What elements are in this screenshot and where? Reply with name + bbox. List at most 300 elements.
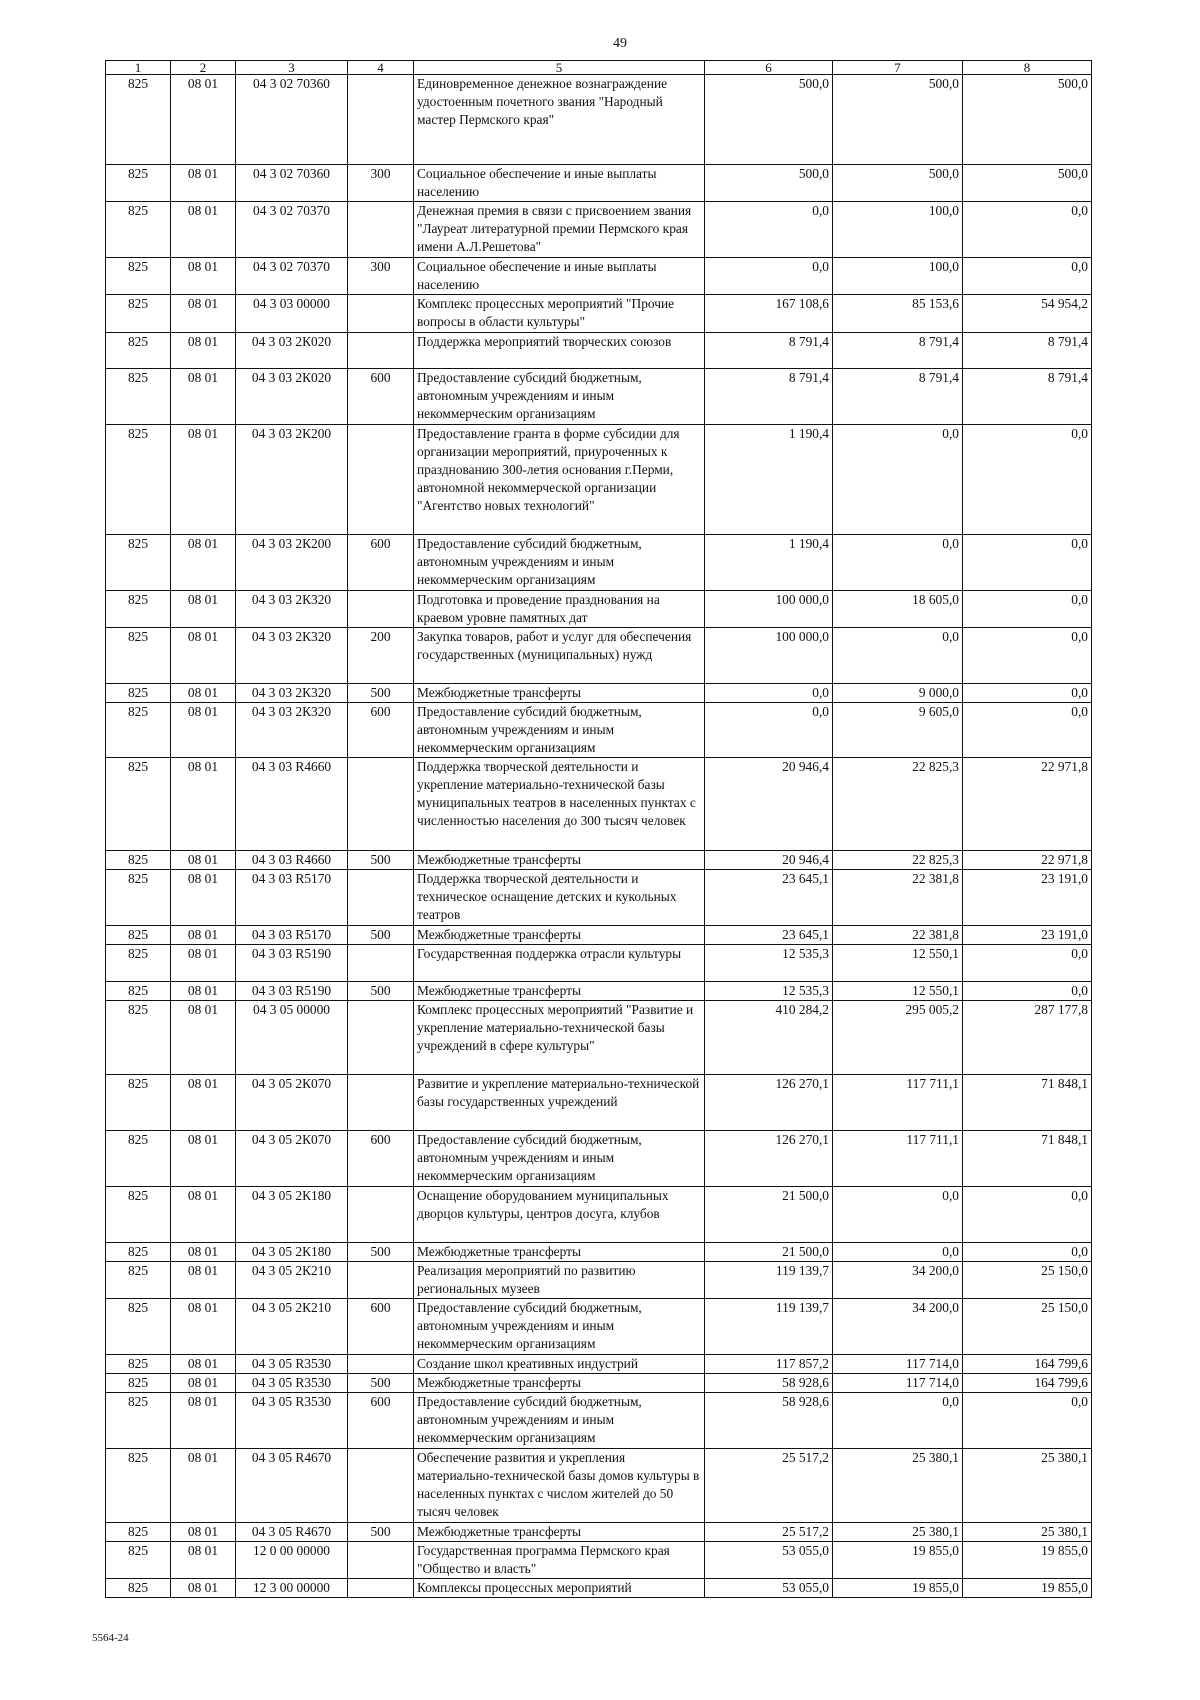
section-code-cell: 08 01: [171, 758, 236, 851]
description-cell: Создание школ креативных индустрий: [414, 1355, 705, 1374]
target-article-cell: 04 3 03 R4660: [236, 851, 348, 870]
amount-col8-cell: 0,0: [963, 1393, 1092, 1449]
target-article-cell: 04 3 05 R3530: [236, 1374, 348, 1393]
column-number-row: [106, 61, 1092, 75]
expense-type-cell: 300: [348, 258, 414, 295]
table-row: [106, 1187, 1092, 1243]
amount-col8-cell: 0,0: [963, 703, 1092, 758]
amount-col8-cell: 500,0: [963, 165, 1092, 202]
amount-col7-cell: 0,0: [833, 1187, 963, 1243]
admin-code-cell: 825: [106, 1449, 171, 1523]
amount-col6-cell: 500,0: [705, 75, 833, 165]
table-row: [106, 870, 1092, 926]
target-article-cell: 04 3 05 2К070: [236, 1075, 348, 1131]
section-code-cell: 08 01: [171, 1262, 236, 1299]
description-cell: Предоставление субсидий бюджетным, автономным учреждениям и иным некоммерческим организациям: [414, 1299, 705, 1355]
section-code-cell: 08 01: [171, 1449, 236, 1523]
table-row: [106, 1449, 1092, 1523]
amount-col7-cell: 22 381,8: [833, 926, 963, 945]
expense-type-cell: [348, 870, 414, 926]
amount-col8-cell: 54 954,2: [963, 295, 1092, 333]
amount-col6-cell: 100 000,0: [705, 591, 833, 628]
amount-col6-cell: 117 857,2: [705, 1355, 833, 1374]
amount-col8-cell: 0,0: [963, 628, 1092, 684]
expense-type-cell: [348, 1449, 414, 1523]
amount-col7-cell: 8 791,4: [833, 333, 963, 369]
description-cell: Межбюджетные трансферты: [414, 982, 705, 1001]
section-code-cell: 08 01: [171, 703, 236, 758]
table-row: [106, 295, 1092, 333]
description-cell: Социальное обеспечение и иные выплаты населению: [414, 165, 705, 202]
description-cell: Подготовка и проведение празднования на краевом уровне памятных дат: [414, 591, 705, 628]
table-row: [106, 1374, 1092, 1393]
table-row: [106, 758, 1092, 851]
amount-col7-cell: 9 000,0: [833, 684, 963, 703]
amount-col8-cell: 0,0: [963, 258, 1092, 295]
admin-code-cell: 825: [106, 1542, 171, 1579]
amount-col8-cell: 8 791,4: [963, 369, 1092, 425]
amount-col6-cell: 53 055,0: [705, 1579, 833, 1598]
target-article-cell: 04 3 02 70360: [236, 165, 348, 202]
admin-code-cell: 825: [106, 926, 171, 945]
description-cell: Комплексы процессных мероприятий: [414, 1579, 705, 1598]
amount-col8-cell: 71 848,1: [963, 1075, 1092, 1131]
target-article-cell: 04 3 03 2К020: [236, 333, 348, 369]
amount-col7-cell: 34 200,0: [833, 1299, 963, 1355]
admin-code-cell: 825: [106, 1393, 171, 1449]
amount-col8-cell: 22 971,8: [963, 851, 1092, 870]
section-code-cell: 08 01: [171, 1187, 236, 1243]
description-cell: Государственная программа Пермского края "Общество и власть": [414, 1542, 705, 1579]
target-article-cell: 12 0 00 00000: [236, 1542, 348, 1579]
admin-code-cell: 825: [106, 684, 171, 703]
admin-code-cell: 825: [106, 591, 171, 628]
admin-code-cell: 825: [106, 369, 171, 425]
expense-type-cell: 600: [348, 369, 414, 425]
expense-type-cell: 500: [348, 1523, 414, 1542]
document-code: 5564-24: [92, 1632, 129, 1644]
section-code-cell: 08 01: [171, 1523, 236, 1542]
description-cell: Межбюджетные трансферты: [414, 684, 705, 703]
description-cell: Предоставление субсидий бюджетным, автономным учреждениям и иным некоммерческим организациям: [414, 369, 705, 425]
section-code-cell: 08 01: [171, 1374, 236, 1393]
section-code-cell: 08 01: [171, 628, 236, 684]
admin-code-cell: 825: [106, 982, 171, 1001]
table-row: [106, 945, 1092, 982]
description-cell: Закупка товаров, работ и услуг для обеспечения государственных (муниципальных) нужд: [414, 628, 705, 684]
admin-code-cell: 825: [106, 1243, 171, 1262]
admin-code-cell: 825: [106, 1131, 171, 1187]
expense-type-cell: 200: [348, 628, 414, 684]
column-number: 1: [106, 61, 171, 75]
amount-col6-cell: 25 517,2: [705, 1449, 833, 1523]
amount-col6-cell: 58 928,6: [705, 1393, 833, 1449]
table-row: [106, 1579, 1092, 1598]
description-cell: Единовременное денежное вознаграждение удостоенным почетного звания "Народный мастер Пермского края": [414, 75, 705, 165]
admin-code-cell: 825: [106, 703, 171, 758]
target-article-cell: 04 3 03 R5190: [236, 982, 348, 1001]
amount-col6-cell: 8 791,4: [705, 333, 833, 369]
admin-code-cell: 825: [106, 258, 171, 295]
amount-col8-cell: 0,0: [963, 684, 1092, 703]
expense-type-cell: 600: [348, 1131, 414, 1187]
admin-code-cell: 825: [106, 333, 171, 369]
description-cell: Межбюджетные трансферты: [414, 926, 705, 945]
section-code-cell: 08 01: [171, 1355, 236, 1374]
amount-col6-cell: 21 500,0: [705, 1187, 833, 1243]
admin-code-cell: 825: [106, 870, 171, 926]
description-cell: Предоставление субсидий бюджетным, автономным учреждениям и иным некоммерческим организациям: [414, 1393, 705, 1449]
description-cell: Поддержка мероприятий творческих союзов: [414, 333, 705, 369]
amount-col6-cell: 12 535,3: [705, 982, 833, 1001]
table-row: [106, 1393, 1092, 1449]
section-code-cell: 08 01: [171, 1131, 236, 1187]
amount-col7-cell: 12 550,1: [833, 982, 963, 1001]
column-number: 5: [414, 61, 705, 75]
admin-code-cell: 825: [106, 535, 171, 591]
amount-col8-cell: 8 791,4: [963, 333, 1092, 369]
description-cell: Поддержка творческой деятельности и укрепление материально-технической базы муниципальных театров в населенных пунктах с численностью населения до 300 тысяч человек: [414, 758, 705, 851]
expense-type-cell: 300: [348, 165, 414, 202]
target-article-cell: 04 3 05 2К180: [236, 1243, 348, 1262]
section-code-cell: 08 01: [171, 982, 236, 1001]
description-cell: Межбюджетные трансферты: [414, 851, 705, 870]
target-article-cell: 04 3 05 00000: [236, 1001, 348, 1075]
table-row: [106, 591, 1092, 628]
amount-col6-cell: 410 284,2: [705, 1001, 833, 1075]
expense-type-cell: 500: [348, 982, 414, 1001]
section-code-cell: 08 01: [171, 333, 236, 369]
section-code-cell: 08 01: [171, 1579, 236, 1598]
description-cell: Предоставление субсидий бюджетным, автономным учреждениям и иным некоммерческим организациям: [414, 535, 705, 591]
target-article-cell: 04 3 05 R4670: [236, 1449, 348, 1523]
amount-col7-cell: 117 711,1: [833, 1075, 963, 1131]
amount-col6-cell: 1 190,4: [705, 535, 833, 591]
amount-col7-cell: 18 605,0: [833, 591, 963, 628]
amount-col8-cell: 71 848,1: [963, 1131, 1092, 1187]
target-article-cell: 12 3 00 00000: [236, 1579, 348, 1598]
budget-table: [105, 60, 1092, 1598]
amount-col7-cell: 8 791,4: [833, 369, 963, 425]
table-row: [106, 165, 1092, 202]
section-code-cell: 08 01: [171, 295, 236, 333]
target-article-cell: 04 3 03 2К320: [236, 628, 348, 684]
expense-type-cell: [348, 1579, 414, 1598]
expense-type-cell: [348, 1542, 414, 1579]
table-row: [106, 1523, 1092, 1542]
target-article-cell: 04 3 03 2К200: [236, 425, 348, 535]
table-row: [106, 1243, 1092, 1262]
amount-col6-cell: 20 946,4: [705, 758, 833, 851]
amount-col6-cell: 23 645,1: [705, 870, 833, 926]
amount-col7-cell: 22 825,3: [833, 851, 963, 870]
description-cell: Развитие и укрепление материально-технической базы государственных учреждений: [414, 1075, 705, 1131]
page-number: 49: [613, 36, 627, 51]
target-article-cell: 04 3 03 2К320: [236, 684, 348, 703]
target-article-cell: 04 3 05 2К210: [236, 1262, 348, 1299]
section-code-cell: 08 01: [171, 75, 236, 165]
expense-type-cell: 600: [348, 1393, 414, 1449]
table-row: [106, 982, 1092, 1001]
section-code-cell: 08 01: [171, 1243, 236, 1262]
amount-col6-cell: 126 270,1: [705, 1075, 833, 1131]
description-cell: Межбюджетные трансферты: [414, 1523, 705, 1542]
table-row: [106, 1262, 1092, 1299]
expense-type-cell: [348, 591, 414, 628]
expense-type-cell: 500: [348, 1243, 414, 1262]
admin-code-cell: 825: [106, 1075, 171, 1131]
amount-col8-cell: 0,0: [963, 202, 1092, 258]
expense-type-cell: [348, 295, 414, 333]
amount-col6-cell: 0,0: [705, 684, 833, 703]
table-row: [106, 1075, 1092, 1131]
amount-col6-cell: 167 108,6: [705, 295, 833, 333]
amount-col7-cell: 22 381,8: [833, 870, 963, 926]
admin-code-cell: 825: [106, 1262, 171, 1299]
amount-col7-cell: 0,0: [833, 1243, 963, 1262]
section-code-cell: 08 01: [171, 870, 236, 926]
amount-col6-cell: 58 928,6: [705, 1374, 833, 1393]
amount-col7-cell: 85 153,6: [833, 295, 963, 333]
admin-code-cell: 825: [106, 295, 171, 333]
description-cell: Комплекс процессных мероприятий "Развитие и укрепление материально-технической базы учреждений в сфере культуры": [414, 1001, 705, 1075]
amount-col7-cell: 0,0: [833, 535, 963, 591]
amount-col8-cell: 287 177,8: [963, 1001, 1092, 1075]
admin-code-cell: 825: [106, 165, 171, 202]
amount-col8-cell: 25 380,1: [963, 1523, 1092, 1542]
admin-code-cell: 825: [106, 1001, 171, 1075]
amount-col8-cell: 0,0: [963, 425, 1092, 535]
description-cell: Обеспечение развития и укрепления материально-технической базы домов культуры в населенных пунктах с числом жителей до 50 тысяч человек: [414, 1449, 705, 1523]
description-cell: Предоставление субсидий бюджетным, автономным учреждениям и иным некоммерческим организациям: [414, 1131, 705, 1187]
amount-col6-cell: 0,0: [705, 703, 833, 758]
description-cell: Социальное обеспечение и иные выплаты населению: [414, 258, 705, 295]
amount-col6-cell: 12 535,3: [705, 945, 833, 982]
target-article-cell: 04 3 03 R4660: [236, 758, 348, 851]
admin-code-cell: 825: [106, 628, 171, 684]
amount-col6-cell: 0,0: [705, 202, 833, 258]
amount-col7-cell: 117 714,0: [833, 1374, 963, 1393]
admin-code-cell: 825: [106, 1523, 171, 1542]
target-article-cell: 04 3 05 R3530: [236, 1393, 348, 1449]
target-article-cell: 04 3 03 2К320: [236, 703, 348, 758]
expense-type-cell: 600: [348, 535, 414, 591]
admin-code-cell: 825: [106, 1299, 171, 1355]
target-article-cell: 04 3 03 R5170: [236, 926, 348, 945]
section-code-cell: 08 01: [171, 1393, 236, 1449]
amount-col7-cell: 100,0: [833, 258, 963, 295]
amount-col6-cell: 25 517,2: [705, 1523, 833, 1542]
admin-code-cell: 825: [106, 945, 171, 982]
target-article-cell: 04 3 03 2К200: [236, 535, 348, 591]
expense-type-cell: [348, 1187, 414, 1243]
column-number: 2: [171, 61, 236, 75]
amount-col7-cell: 295 005,2: [833, 1001, 963, 1075]
amount-col7-cell: 9 605,0: [833, 703, 963, 758]
admin-code-cell: 825: [106, 851, 171, 870]
description-cell: Денежная премия в связи с присвоением звания "Лауреат литературной премии Пермского края имени А.Л.Решетова": [414, 202, 705, 258]
expense-type-cell: 600: [348, 703, 414, 758]
target-article-cell: 04 3 02 70370: [236, 258, 348, 295]
amount-col8-cell: 25 150,0: [963, 1262, 1092, 1299]
table-row: [106, 75, 1092, 165]
expense-type-cell: [348, 202, 414, 258]
section-code-cell: 08 01: [171, 1299, 236, 1355]
column-number: 3: [236, 61, 348, 75]
amount-col7-cell: 100,0: [833, 202, 963, 258]
admin-code-cell: 825: [106, 1579, 171, 1598]
amount-col8-cell: 0,0: [963, 591, 1092, 628]
admin-code-cell: 825: [106, 1355, 171, 1374]
target-article-cell: 04 3 03 2К020: [236, 369, 348, 425]
amount-col8-cell: 164 799,6: [963, 1355, 1092, 1374]
description-cell: Комплекс процессных мероприятий "Прочие вопросы в области культуры": [414, 295, 705, 333]
amount-col7-cell: 0,0: [833, 628, 963, 684]
section-code-cell: 08 01: [171, 926, 236, 945]
section-code-cell: 08 01: [171, 945, 236, 982]
section-code-cell: 08 01: [171, 591, 236, 628]
description-cell: Реализация мероприятий по развитию региональных музеев: [414, 1262, 705, 1299]
amount-col7-cell: 19 855,0: [833, 1542, 963, 1579]
section-code-cell: 08 01: [171, 1542, 236, 1579]
amount-col8-cell: 23 191,0: [963, 926, 1092, 945]
expense-type-cell: [348, 75, 414, 165]
amount-col7-cell: 500,0: [833, 165, 963, 202]
section-code-cell: 08 01: [171, 1001, 236, 1075]
amount-col6-cell: 23 645,1: [705, 926, 833, 945]
column-number: 7: [833, 61, 963, 75]
admin-code-cell: 825: [106, 1187, 171, 1243]
description-cell: Предоставление гранта в форме субсидии для организации мероприятий, приуроченных к празднованию 300-летия основания г.Перми, автономной некоммерческой организации "Агентство новых технологий": [414, 425, 705, 535]
admin-code-cell: 825: [106, 75, 171, 165]
description-cell: Государственная поддержка отрасли культуры: [414, 945, 705, 982]
expense-type-cell: [348, 758, 414, 851]
target-article-cell: 04 3 02 70360: [236, 75, 348, 165]
amount-col6-cell: 119 139,7: [705, 1262, 833, 1299]
table-row: [106, 333, 1092, 369]
amount-col6-cell: 0,0: [705, 258, 833, 295]
expense-type-cell: [348, 1355, 414, 1374]
target-article-cell: 04 3 02 70370: [236, 202, 348, 258]
amount-col8-cell: 25 380,1: [963, 1449, 1092, 1523]
amount-col7-cell: 25 380,1: [833, 1449, 963, 1523]
section-code-cell: 08 01: [171, 369, 236, 425]
admin-code-cell: 825: [106, 202, 171, 258]
section-code-cell: 08 01: [171, 851, 236, 870]
target-article-cell: 04 3 05 R3530: [236, 1355, 348, 1374]
column-number: 4: [348, 61, 414, 75]
amount-col7-cell: 117 711,1: [833, 1131, 963, 1187]
amount-col8-cell: 23 191,0: [963, 870, 1092, 926]
description-cell: Межбюджетные трансферты: [414, 1243, 705, 1262]
admin-code-cell: 825: [106, 758, 171, 851]
table-row: [106, 703, 1092, 758]
target-article-cell: 04 3 05 2К210: [236, 1299, 348, 1355]
description-cell: Предоставление субсидий бюджетным, автономным учреждениям и иным некоммерческим организациям: [414, 703, 705, 758]
amount-col6-cell: 126 270,1: [705, 1131, 833, 1187]
table-row: [106, 1131, 1092, 1187]
expense-type-cell: 500: [348, 684, 414, 703]
target-article-cell: 04 3 03 R5190: [236, 945, 348, 982]
amount-col8-cell: 19 855,0: [963, 1542, 1092, 1579]
amount-col7-cell: 0,0: [833, 425, 963, 535]
table-body: [106, 61, 1092, 1598]
table-row: [106, 425, 1092, 535]
amount-col7-cell: 117 714,0: [833, 1355, 963, 1374]
amount-col6-cell: 8 791,4: [705, 369, 833, 425]
amount-col8-cell: 25 150,0: [963, 1299, 1092, 1355]
table-row: [106, 684, 1092, 703]
section-code-cell: 08 01: [171, 202, 236, 258]
table-row: [106, 1355, 1092, 1374]
amount-col8-cell: 0,0: [963, 535, 1092, 591]
amount-col8-cell: 0,0: [963, 1187, 1092, 1243]
amount-col6-cell: 100 000,0: [705, 628, 833, 684]
amount-col8-cell: 0,0: [963, 945, 1092, 982]
target-article-cell: 04 3 05 2К180: [236, 1187, 348, 1243]
table-row: [106, 258, 1092, 295]
amount-col6-cell: 53 055,0: [705, 1542, 833, 1579]
expense-type-cell: 500: [348, 926, 414, 945]
description-cell: Оснащение оборудованием муниципальных дворцов культуры, центров досуга, клубов: [414, 1187, 705, 1243]
expense-type-cell: [348, 1262, 414, 1299]
amount-col6-cell: 20 946,4: [705, 851, 833, 870]
amount-col8-cell: 19 855,0: [963, 1579, 1092, 1598]
expense-type-cell: 500: [348, 851, 414, 870]
expense-type-cell: 500: [348, 1374, 414, 1393]
description-cell: Межбюджетные трансферты: [414, 1374, 705, 1393]
amount-col8-cell: 22 971,8: [963, 758, 1092, 851]
expense-type-cell: [348, 1001, 414, 1075]
section-code-cell: 08 01: [171, 258, 236, 295]
admin-code-cell: 825: [106, 1374, 171, 1393]
amount-col7-cell: 500,0: [833, 75, 963, 165]
amount-col8-cell: 0,0: [963, 1243, 1092, 1262]
expense-type-cell: 600: [348, 1299, 414, 1355]
target-article-cell: 04 3 03 00000: [236, 295, 348, 333]
section-code-cell: 08 01: [171, 165, 236, 202]
amount-col8-cell: 500,0: [963, 75, 1092, 165]
amount-col7-cell: 0,0: [833, 1393, 963, 1449]
table-row: [106, 926, 1092, 945]
table-row: [106, 369, 1092, 425]
target-article-cell: 04 3 05 R4670: [236, 1523, 348, 1542]
amount-col8-cell: 164 799,6: [963, 1374, 1092, 1393]
section-code-cell: 08 01: [171, 535, 236, 591]
amount-col7-cell: 19 855,0: [833, 1579, 963, 1598]
target-article-cell: 04 3 05 2К070: [236, 1131, 348, 1187]
column-number: 8: [963, 61, 1092, 75]
amount-col7-cell: 25 380,1: [833, 1523, 963, 1542]
table-row: [106, 1299, 1092, 1355]
table-row: [106, 628, 1092, 684]
amount-col6-cell: 119 139,7: [705, 1299, 833, 1355]
amount-col6-cell: 1 190,4: [705, 425, 833, 535]
table-row: [106, 851, 1092, 870]
amount-col7-cell: 22 825,3: [833, 758, 963, 851]
amount-col8-cell: 0,0: [963, 982, 1092, 1001]
expense-type-cell: [348, 425, 414, 535]
target-article-cell: 04 3 03 2К320: [236, 591, 348, 628]
target-article-cell: 04 3 03 R5170: [236, 870, 348, 926]
expense-type-cell: [348, 945, 414, 982]
table-row: [106, 1001, 1092, 1075]
column-number: 6: [705, 61, 833, 75]
amount-col7-cell: 34 200,0: [833, 1262, 963, 1299]
table-row: [106, 535, 1092, 591]
amount-col6-cell: 500,0: [705, 165, 833, 202]
table-row: [106, 1542, 1092, 1579]
